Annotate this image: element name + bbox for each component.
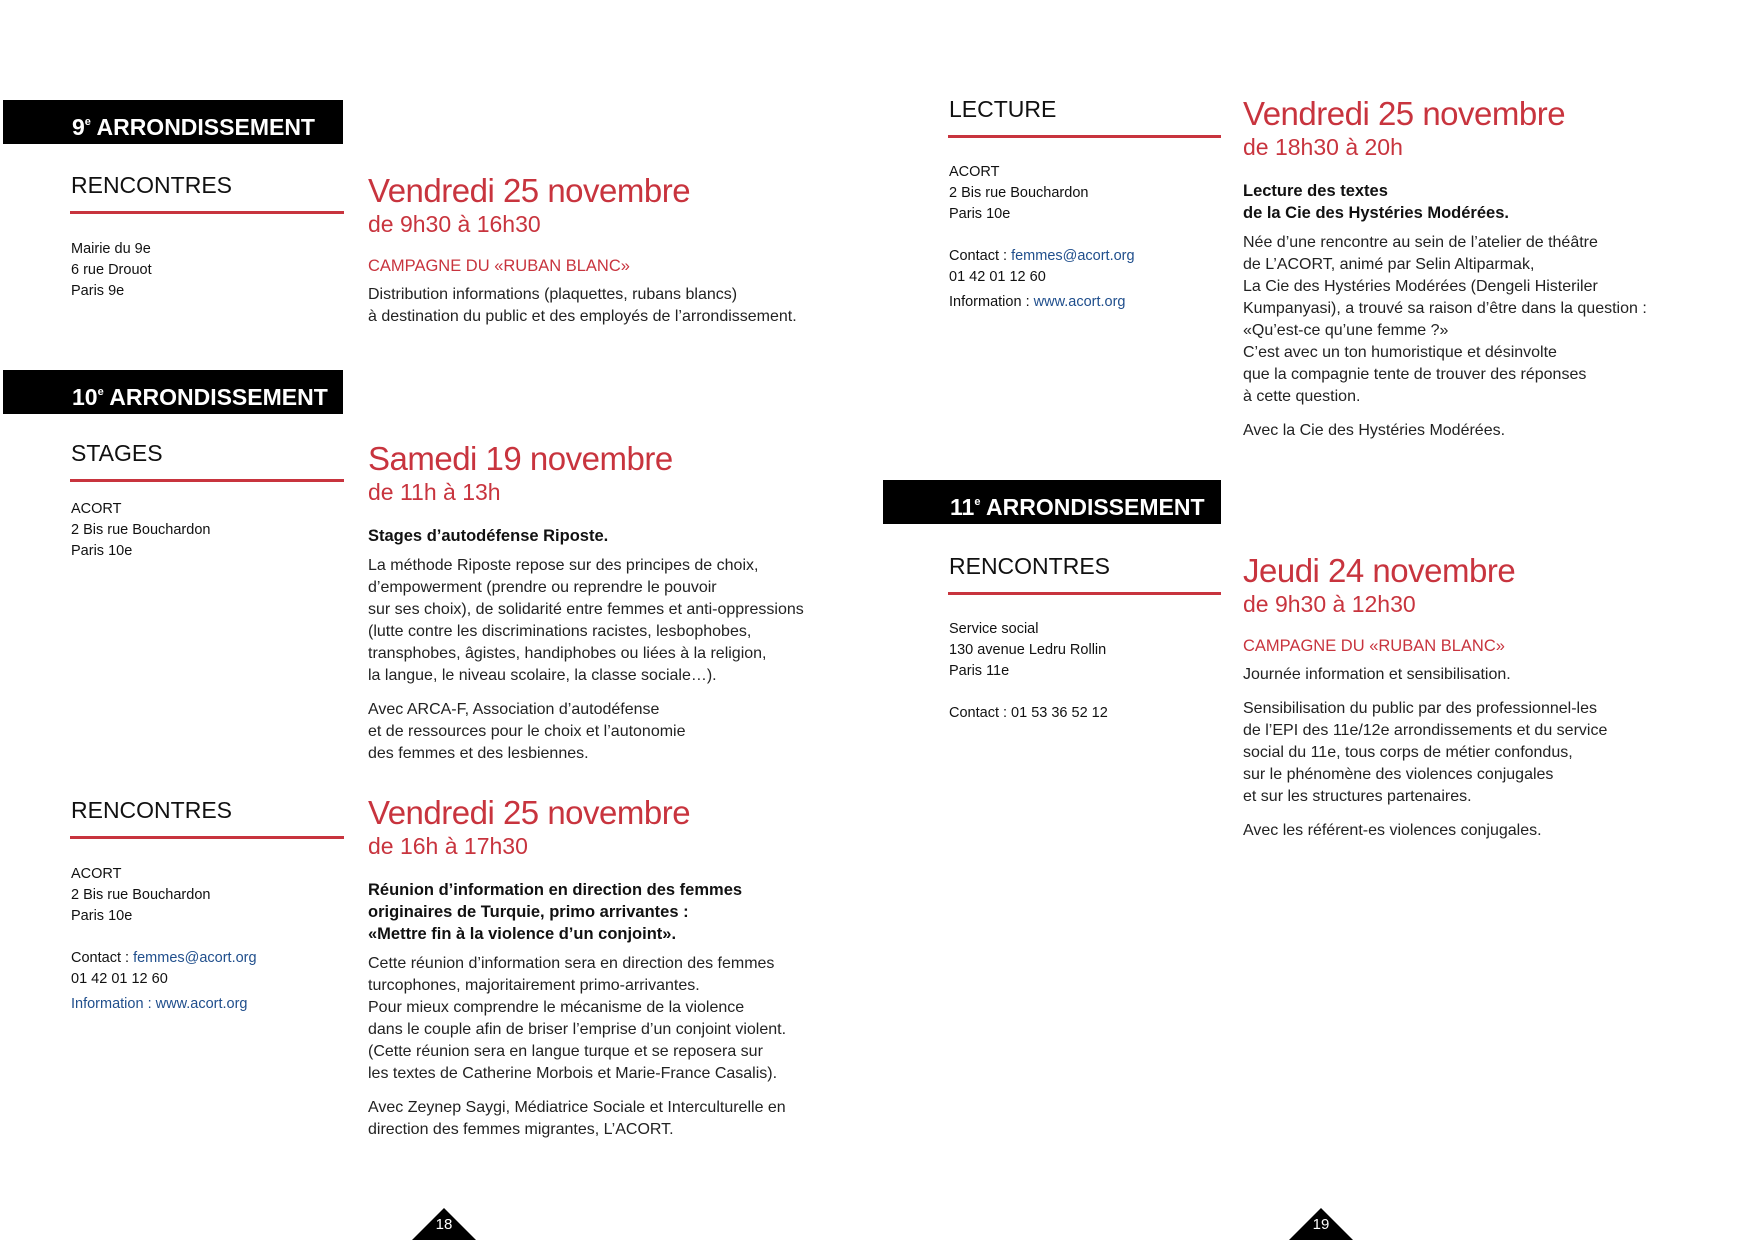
category-heading: STAGES <box>71 440 163 466</box>
category-heading: RENCONTRES <box>949 553 1111 579</box>
address-block <box>71 239 152 302</box>
address-block <box>71 499 210 562</box>
banner-9e-arrondissement <box>3 100 343 144</box>
description-line: Cette réunion d’information sera en direction des femmes <box>368 955 775 972</box>
description-line: à cette question. <box>1243 388 1361 405</box>
contact-email-link[interactable]: femmes@acort.org <box>133 950 257 966</box>
description-line: Journée information et sensibilisation. <box>1243 666 1511 683</box>
description-line: de l’EPI des 11e/12e arrondissements et du service <box>1243 722 1608 739</box>
event-description <box>1243 232 1647 442</box>
banner-label: ARRONDISSEMENT <box>96 114 315 140</box>
event-headline <box>368 879 786 945</box>
description-line: (lutte contre les discriminations racistes, lesbophobes, <box>368 623 752 640</box>
event-block <box>368 441 804 765</box>
banner-sup: e <box>974 496 981 508</box>
address-line: ACORT <box>71 501 122 517</box>
description-line: et de ressources pour le choix et l’autonomie <box>368 723 686 740</box>
address-line: ACORT <box>71 866 122 882</box>
banner-label: ARRONDISSEMENT <box>109 384 328 410</box>
event-description <box>368 555 804 765</box>
red-rule <box>948 135 1221 138</box>
address-line: Paris 9e <box>71 283 125 299</box>
description-line: et sur les structures partenaires. <box>1243 788 1472 805</box>
description-line: des femmes et des lesbiennes. <box>368 745 589 762</box>
address-line: 2 Bis rue Bouchardon <box>949 185 1089 201</box>
description-line: à destination du public et des employés de l’arrondissement. <box>368 308 797 325</box>
description-line: les textes de Catherine Morbois et Marie-France Casalis). <box>368 1065 778 1082</box>
contact-line <box>949 246 1135 267</box>
description-line: d’empowerment (prendre ou reprendre le pouvoir <box>368 579 717 596</box>
address-line: 2 Bis rue Bouchardon <box>71 887 211 903</box>
event-time: de 18h30 à 20h <box>1243 134 1403 160</box>
info-line <box>71 994 257 1015</box>
address-line: 2 Bis rue Bouchardon <box>71 522 211 538</box>
banner-10e-arrondissement <box>3 370 343 414</box>
event-campaign: CAMPAGNE DU «RUBAN BLANC» <box>1243 637 1505 655</box>
banner-label: ARRONDISSEMENT <box>986 494 1205 520</box>
description-line: turcophones, majoritairement primo-arrivantes. <box>368 977 700 994</box>
description-line: «Qu’est-ce qu’une femme ?» <box>1243 322 1449 339</box>
description-line: Pour mieux comprendre le mécanisme de la violence <box>368 999 745 1016</box>
event-campaign: CAMPAGNE DU «RUBAN BLANC» <box>368 257 630 275</box>
headline-line: «Mettre fin à la violence d’un conjoint». <box>368 925 677 943</box>
info-url-link[interactable]: www.acort.org <box>1033 294 1126 310</box>
headline-line: originaires de Turquie, primo arrivantes : <box>368 903 689 921</box>
event-block <box>368 173 797 328</box>
description-line: la langue, le niveau scolaire, la classe sociale…). <box>368 667 717 684</box>
banner-sup: e <box>84 116 91 128</box>
page-number: 19 <box>1312 1216 1330 1233</box>
event-time: de 16h à 17h30 <box>368 833 528 859</box>
event-headline <box>368 525 804 547</box>
contact-email-link[interactable]: femmes@acort.org <box>1011 248 1135 264</box>
description-line: que la compagnie tente de trouver des réponses <box>1243 366 1587 383</box>
event-block <box>1243 553 1607 842</box>
address-line: 130 avenue Ledru Rollin <box>949 642 1107 658</box>
description-line: social du 11e, tous corps de métier confondus, <box>1243 744 1573 761</box>
banner-number: 11 <box>950 494 975 520</box>
address-block <box>949 619 1108 724</box>
event-date: Vendredi 25 novembre <box>1243 95 1566 132</box>
description-line: de L’ACORT, animé par Selin Altiparmak, <box>1243 256 1535 273</box>
banner-11e-arrondissement <box>883 480 1221 524</box>
contact-label: Contact : <box>71 950 134 966</box>
event-time: de 9h30 à 16h30 <box>368 211 541 237</box>
description-line: La méthode Riposte repose sur des principes de choix, <box>368 557 759 574</box>
event-description <box>1243 664 1607 842</box>
description-line: dans le couple afin de briser l’emprise d’un conjoint violent. <box>368 1021 787 1038</box>
phone-number: 01 42 01 12 60 <box>71 971 168 987</box>
event-date: Vendredi 25 novembre <box>368 172 691 209</box>
description-line: direction des femmes migrantes, L’ACORT. <box>368 1121 674 1138</box>
red-rule <box>70 211 344 214</box>
page-number: 18 <box>435 1216 453 1233</box>
address-line: Paris 11e <box>949 663 1010 679</box>
red-rule <box>948 592 1221 595</box>
description-line: Avec ARCA-F, Association d’autodéfense <box>368 701 660 718</box>
event-time: de 9h30 à 12h30 <box>1243 591 1416 617</box>
banner-number: 9 <box>72 114 85 140</box>
category-heading: RENCONTRES <box>71 797 233 823</box>
right-page <box>877 0 1754 1240</box>
address-block <box>949 162 1135 313</box>
event-description <box>368 284 797 328</box>
address-block <box>71 864 257 1015</box>
page-number-badge <box>404 1208 484 1240</box>
event-block <box>1243 96 1647 442</box>
contact-line: Contact : 01 53 36 52 12 <box>949 705 1108 721</box>
address-line: 6 rue Drouot <box>71 262 152 278</box>
category-heading: RENCONTRES <box>71 172 233 198</box>
headline-line: de la Cie des Hystéries Modérées. <box>1243 204 1509 222</box>
address-line: Paris 10e <box>949 206 1011 222</box>
description-line: Kumpanyasi), a trouvé sa raison d’être dans la question : <box>1243 300 1647 317</box>
info-line <box>949 292 1135 313</box>
description-line: (Cette réunion sera en langue turque et se reposera sur <box>368 1043 763 1060</box>
description-line: sur le phénomène des violences conjugales <box>1243 766 1554 783</box>
red-rule <box>70 479 344 482</box>
address-line: Paris 10e <box>71 908 133 924</box>
info-url-link[interactable]: www.acort.org <box>155 996 248 1012</box>
info-label: Information : <box>71 996 156 1012</box>
headline-line: Réunion d’information en direction des femmes <box>368 881 743 899</box>
description-line: transphobes, âgistes, handiphobes ou liées à la religion, <box>368 645 767 662</box>
address-line: Mairie du 9e <box>71 241 151 257</box>
event-block <box>368 795 786 1141</box>
page-number-badge <box>1281 1208 1361 1240</box>
address-line: Service social <box>949 621 1039 637</box>
event-time: de 11h à 13h <box>368 479 501 505</box>
event-date: Samedi 19 novembre <box>368 440 673 477</box>
phone-number: 01 42 01 12 60 <box>949 269 1046 285</box>
description-line: Sensibilisation du public par des professionnel-les <box>1243 700 1597 717</box>
address-line: Paris 10e <box>71 543 133 559</box>
headline-line: Lecture des textes <box>1243 182 1388 200</box>
address-line: ACORT <box>949 164 1000 180</box>
description-line: Avec la Cie des Hystéries Modérées. <box>1243 422 1506 439</box>
headline-line: Stages d’autodéfense Riposte. <box>368 527 609 545</box>
description-line: C’est avec un ton humoristique et désinvolte <box>1243 344 1557 361</box>
description-line: sur ses choix), de solidarité entre femmes et anti-oppressions <box>368 601 804 618</box>
red-rule <box>70 836 344 839</box>
event-description <box>368 953 786 1141</box>
description-line: Distribution informations (plaquettes, rubans blancs) <box>368 286 738 303</box>
contact-line <box>71 948 257 969</box>
event-date: Jeudi 24 novembre <box>1243 552 1516 589</box>
banner-number: 10 <box>72 384 98 410</box>
info-label: Information : <box>949 294 1034 310</box>
description-line: Avec Zeynep Saygi, Médiatrice Sociale et Interculturelle en <box>368 1099 786 1116</box>
event-headline <box>1243 180 1647 224</box>
contact-label: Contact : <box>949 248 1012 264</box>
description-line: Avec les référent-es violences conjugales. <box>1243 822 1542 839</box>
description-line: La Cie des Hystéries Modérées (Dengeli Histeriler <box>1243 278 1598 295</box>
category-heading: LECTURE <box>949 96 1057 122</box>
banner-sup: e <box>97 386 104 398</box>
description-line: Née d’une rencontre au sein de l’atelier de théâtre <box>1243 234 1598 251</box>
event-date: Vendredi 25 novembre <box>368 794 691 831</box>
